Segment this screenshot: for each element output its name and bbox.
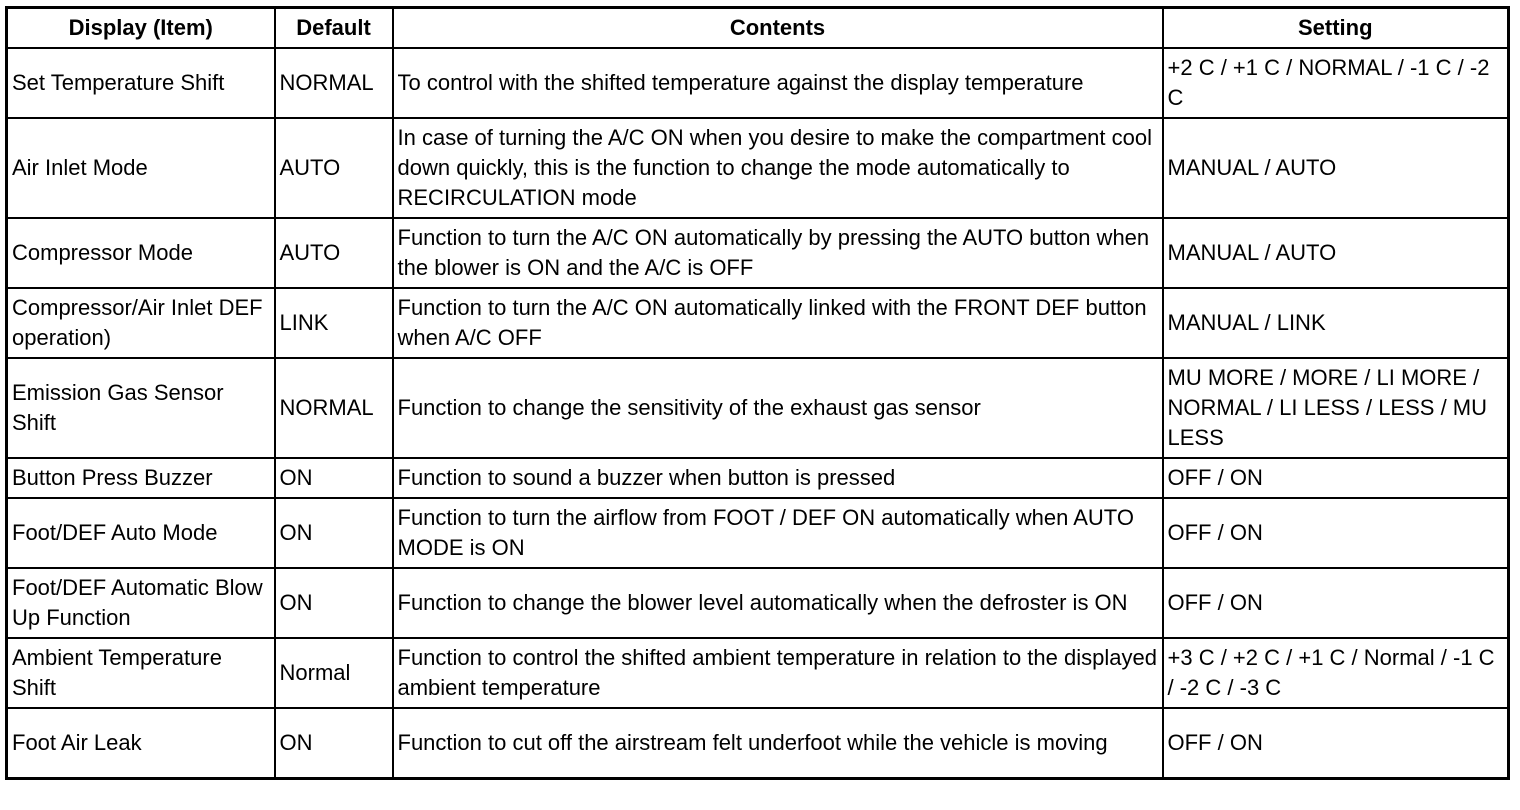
setting-cell: OFF / ON <box>1163 708 1509 779</box>
table-row <box>7 48 1509 118</box>
table-row <box>7 118 1509 218</box>
table-row <box>7 358 1509 458</box>
spec-table-container <box>5 6 1510 780</box>
table-row <box>7 498 1509 568</box>
setting-cell: MANUAL / AUTO <box>1163 118 1509 218</box>
header-row <box>7 8 1509 49</box>
display-item-cell: Emission Gas Sensor Shift <box>7 358 275 458</box>
display-item-cell: Compressor Mode <box>7 218 275 288</box>
customization-settings-table <box>5 6 1510 780</box>
table-row <box>7 288 1509 358</box>
contents-cell: Function to cut off the airstream felt underfoot while the vehicle is moving <box>393 708 1163 779</box>
default-cell: ON <box>275 568 393 638</box>
contents-cell: In case of turning the A/C ON when you desire to make the compartment cool down quickly, this is the function to change the mode automatically to RECIRCULATION mode <box>393 118 1163 218</box>
display-item-cell: Button Press Buzzer <box>7 458 275 498</box>
table-row <box>7 708 1509 779</box>
header-default: Default <box>275 8 393 49</box>
default-cell: LINK <box>275 288 393 358</box>
setting-cell: +3 C / +2 C / +1 C / Normal / -1 C / -2 C / -3 C <box>1163 638 1509 708</box>
default-cell: NORMAL <box>275 358 393 458</box>
setting-cell: OFF / ON <box>1163 498 1509 568</box>
display-item-cell: Compressor/Air Inlet DEF operation) <box>7 288 275 358</box>
display-item-cell: Foot Air Leak <box>7 708 275 779</box>
display-item-cell: Foot/DEF Automatic Blow Up Function <box>7 568 275 638</box>
table-row <box>7 218 1509 288</box>
table-row <box>7 458 1509 498</box>
default-cell: Normal <box>275 638 393 708</box>
default-cell: AUTO <box>275 118 393 218</box>
contents-cell: Function to turn the airflow from FOOT / DEF ON automatically when AUTO MODE is ON <box>393 498 1163 568</box>
default-cell: NORMAL <box>275 48 393 118</box>
display-item-cell: Air Inlet Mode <box>7 118 275 218</box>
contents-cell: Function to change the sensitivity of the exhaust gas sensor <box>393 358 1163 458</box>
default-cell: ON <box>275 458 393 498</box>
contents-cell: Function to change the blower level automatically when the defroster is ON <box>393 568 1163 638</box>
default-cell: ON <box>275 708 393 779</box>
header-display-item: Display (Item) <box>7 8 275 49</box>
setting-cell: OFF / ON <box>1163 568 1509 638</box>
contents-cell: Function to control the shifted ambient temperature in relation to the displayed ambient temperature <box>393 638 1163 708</box>
display-item-cell: Set Temperature Shift <box>7 48 275 118</box>
contents-cell: Function to sound a buzzer when button is pressed <box>393 458 1163 498</box>
display-item-cell: Foot/DEF Auto Mode <box>7 498 275 568</box>
contents-cell: Function to turn the A/C ON automatically linked with the FRONT DEF button when A/C OFF <box>393 288 1163 358</box>
setting-cell: +2 C / +1 C / NORMAL / -1 C / -2 C <box>1163 48 1509 118</box>
table-row <box>7 638 1509 708</box>
contents-cell: Function to turn the A/C ON automatically by pressing the AUTO button when the blower is ON and the A/C is OFF <box>393 218 1163 288</box>
default-cell: AUTO <box>275 218 393 288</box>
default-cell: ON <box>275 498 393 568</box>
setting-cell: MU MORE / MORE / LI MORE / NORMAL / LI LESS / LESS / MU LESS <box>1163 358 1509 458</box>
display-item-cell: Ambient Temperature Shift <box>7 638 275 708</box>
setting-cell: MANUAL / AUTO <box>1163 218 1509 288</box>
setting-cell: OFF / ON <box>1163 458 1509 498</box>
header-contents: Contents <box>393 8 1163 49</box>
contents-cell: To control with the shifted temperature against the display temperature <box>393 48 1163 118</box>
table-row <box>7 568 1509 638</box>
setting-cell: MANUAL / LINK <box>1163 288 1509 358</box>
header-setting: Setting <box>1163 8 1509 49</box>
